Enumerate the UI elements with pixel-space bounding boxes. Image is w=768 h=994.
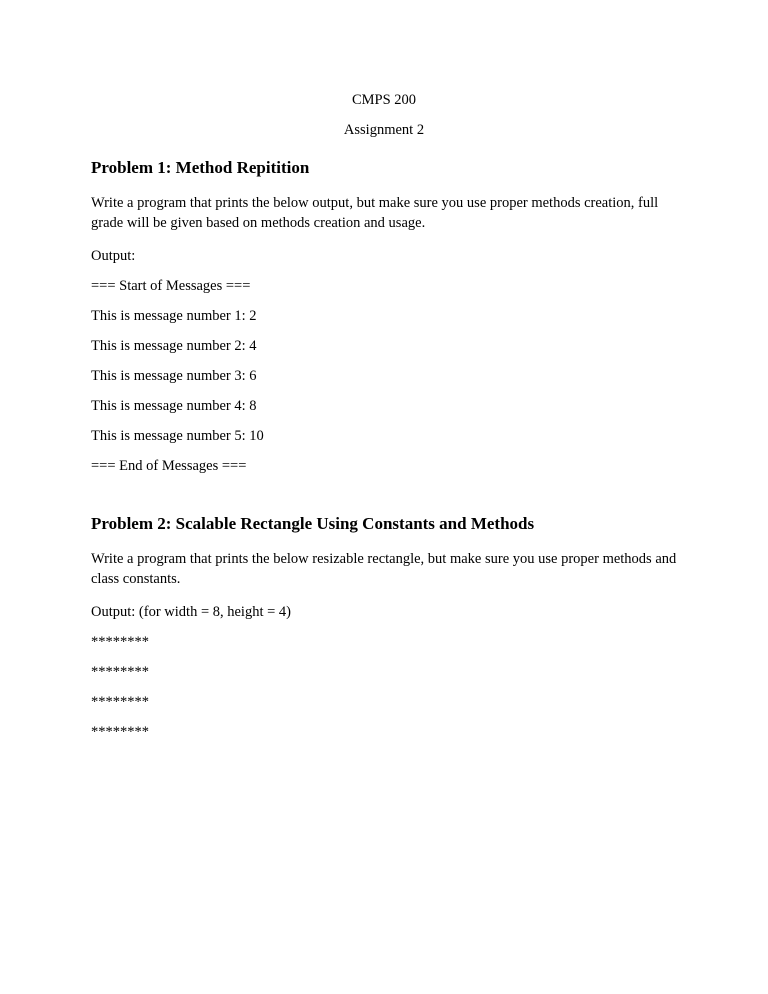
- output-line: This is message number 1: 2: [91, 308, 257, 324]
- output-line: This is message number 2: 4: [91, 338, 257, 354]
- problem2-heading: Problem 2: Scalable Rectangle Using Constants and Methods: [91, 514, 535, 533]
- output-line: This is message number 3: 6: [91, 368, 257, 384]
- rectangle-row: ********: [91, 724, 149, 740]
- problem1-description: Write a program that prints the below output, but make sure you use proper methods creation, full grade will be given based on methods creation and usage.: [91, 195, 659, 231]
- rectangle-row: ********: [91, 634, 149, 650]
- output-line: This is message number 5: 10: [91, 428, 264, 444]
- rectangle-row: ********: [91, 664, 149, 680]
- problem1-heading: Problem 1: Method Repitition: [91, 158, 310, 177]
- problem2-description: Write a program that prints the below resizable rectangle, but make sure you use proper methods and class constants.: [91, 551, 677, 587]
- rectangle-row: ********: [91, 694, 149, 710]
- problem1-output-label: Output:: [91, 248, 136, 264]
- assignment-title: Assignment 2: [343, 122, 425, 138]
- output-line: === End of Messages ===: [91, 458, 247, 474]
- output-line: This is message number 4: 8: [91, 398, 257, 414]
- problem2-output-label: Output: (for width = 8, height = 4): [91, 604, 291, 620]
- output-line: === Start of Messages ===: [91, 278, 251, 294]
- course-title: CMPS 200: [351, 92, 417, 108]
